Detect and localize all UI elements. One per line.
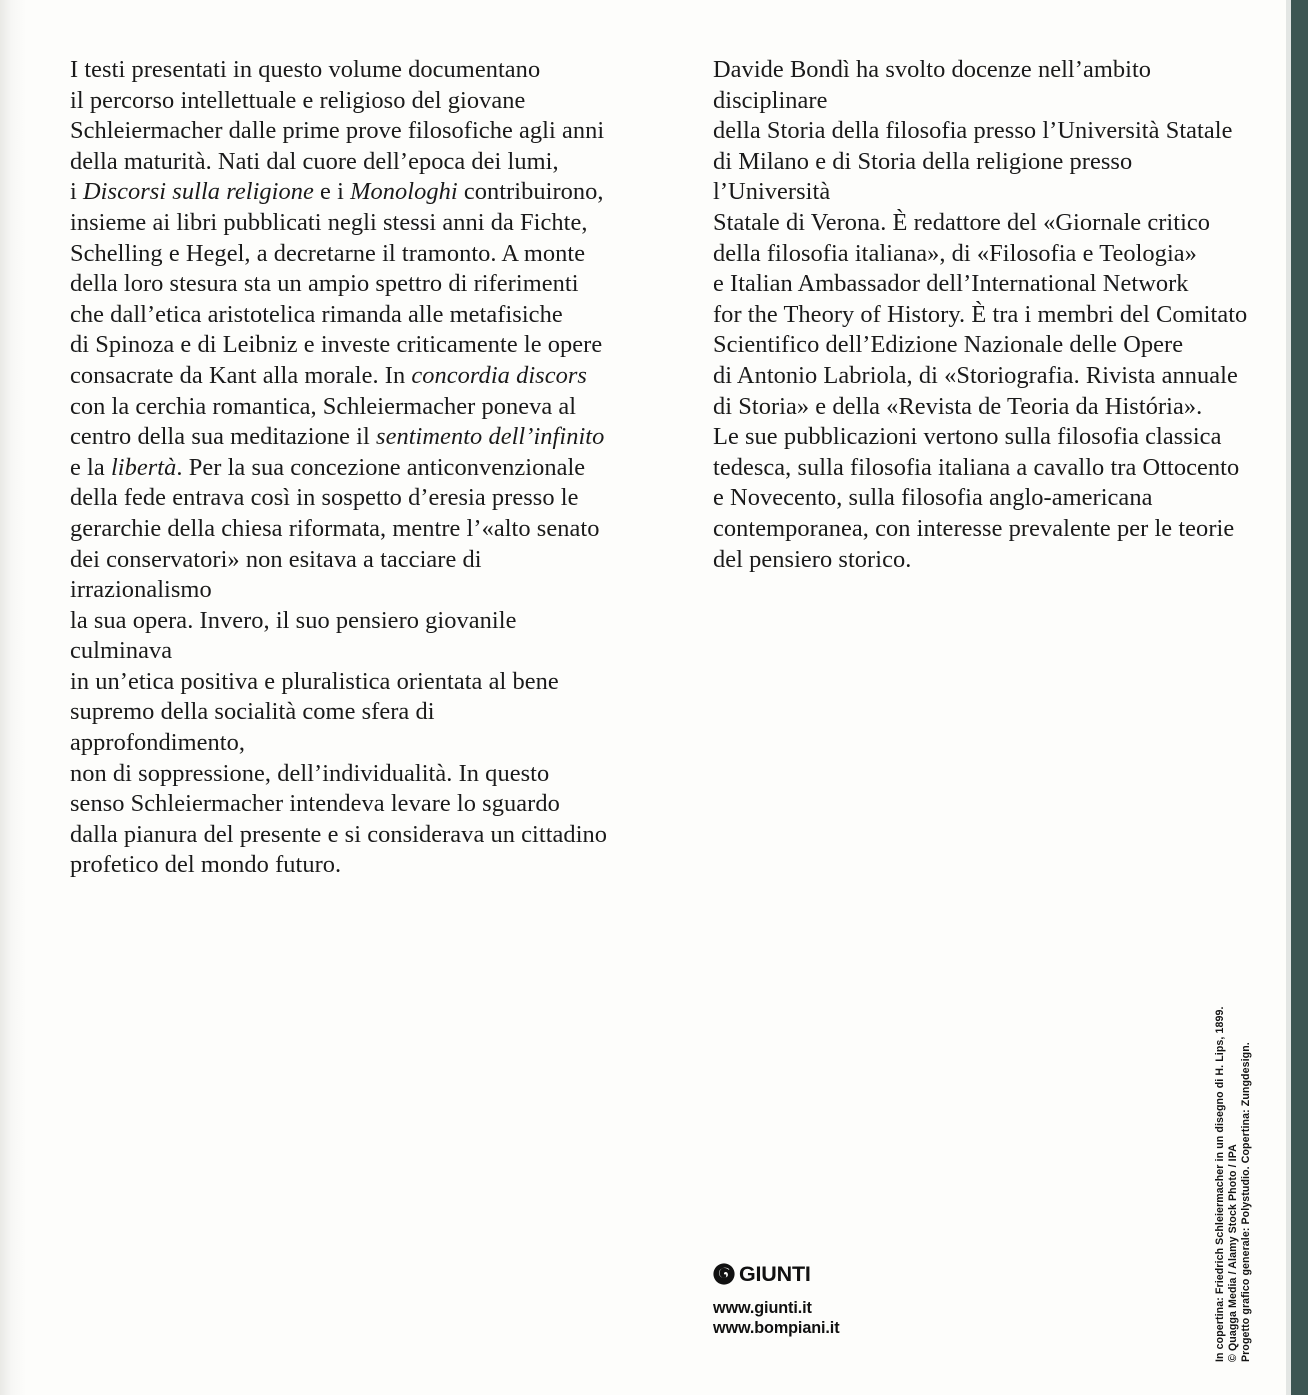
text-run: for the Theory of History. È tra i membri del Comitato <box>713 300 1248 328</box>
text-line <box>713 545 1253 576</box>
text-line <box>713 300 1253 331</box>
text-run: Schleiermacher dalle prime prove filosofiche agli anni <box>70 117 605 145</box>
text-line <box>713 514 1253 545</box>
credit-line-cover-image: In copertina: Friedrich Schleiermacher in un disegno di H. Lips, 1899. <box>1214 1006 1226 1362</box>
text-run: e Italian Ambassador dell’International Network <box>713 270 1189 298</box>
text-run: e Novecento, sulla filosofia anglo-americana <box>713 484 1153 512</box>
giunti-spiral-mark-icon <box>713 1263 735 1285</box>
text-line <box>70 820 610 851</box>
italic-title: Discorsi sulla religione <box>83 178 314 206</box>
text-run: senso Schleiermacher intendeva levare lo sguardo <box>70 790 560 818</box>
text-run: che dall’etica aristotelica rimanda alle metafisiche <box>70 300 563 328</box>
text-line <box>713 483 1253 514</box>
credit-line-graphic-design: Progetto grafico generale: Polystudio. Copertina: Zungdesign. <box>1240 1042 1253 1362</box>
text-line <box>713 392 1253 423</box>
url-bompiani[interactable]: www.bompiani.it <box>713 1319 840 1337</box>
credit-line-image-rights: © Quagga Media / Alamy Stock Photo / IPA <box>1227 1144 1240 1362</box>
text-line <box>713 55 1253 116</box>
text-line <box>70 850 610 881</box>
text-run: . Per la sua concezione anticonvenzionale <box>176 453 586 481</box>
text-run: Schelling e Hegel, a decretarne il tramonto. A monte <box>70 239 586 267</box>
text-run: del pensiero storico. <box>713 545 912 573</box>
text-line <box>70 208 610 239</box>
text-line <box>713 453 1253 484</box>
text-line <box>70 453 610 484</box>
text-line <box>70 147 610 178</box>
text-line <box>713 147 1253 208</box>
text-line <box>70 606 610 667</box>
text-line <box>713 239 1253 270</box>
text-line <box>70 361 610 392</box>
cover-spine-band <box>1291 0 1308 1395</box>
text-run: supremo della socialità come sfera di approfondimento, <box>70 698 435 757</box>
text-line <box>70 759 610 790</box>
italic-title: libertà <box>110 453 177 481</box>
text-line <box>713 330 1253 361</box>
url-giunti[interactable]: www.giunti.it <box>713 1299 812 1317</box>
text-run: il percorso intellettuale e religioso del giovane <box>70 86 526 114</box>
text-run: della maturità. Nati dal cuore dell’epoca dei lumi, <box>70 147 559 175</box>
text-run: Statale di Verona. È redattore del «Giornale critico <box>713 208 1211 236</box>
text-run: con la cerchia romantica, Schleiermacher poneva al <box>70 392 577 420</box>
text-line <box>713 116 1253 147</box>
text-run: contemporanea, con interesse prevalente per le teorie <box>713 514 1235 542</box>
publisher-block <box>713 1261 1013 1338</box>
text-run: della fede entrava così in sospetto d’eresia presso le <box>70 484 579 512</box>
text-line <box>70 239 610 270</box>
text-run: non di soppressione, dell’individualità. In questo <box>70 759 550 787</box>
book-blurb-text <box>70 55 610 881</box>
text-line <box>70 330 610 361</box>
text-run: e la <box>70 453 111 481</box>
text-line <box>70 483 610 514</box>
text-line <box>70 392 610 423</box>
text-run: di Spinoza e di Leibniz e investe criticamente le opere <box>70 331 603 359</box>
text-run: profetico del mondo futuro. <box>70 851 342 879</box>
text-run: Davide Bondì ha svolto docenze nell’ambito disciplinare <box>713 56 1152 114</box>
text-line <box>70 697 610 758</box>
text-run: e i <box>313 178 351 206</box>
text-line <box>713 269 1253 300</box>
giunti-wordmark-label: GIUNTI <box>739 1262 811 1286</box>
text-run: della filosofia italiana», di «Filosofia e Teologia» <box>713 239 1197 267</box>
text-line <box>70 269 610 300</box>
author-biography-text <box>713 55 1253 575</box>
italic-title: sentimento dell’infinito <box>376 423 605 451</box>
giunti-logo <box>713 1261 1013 1287</box>
text-run: in un’etica positiva e pluralistica orientata al bene <box>70 667 559 695</box>
text-run: insieme ai libri pubblicati negli stessi anni da Fichte, <box>70 208 588 236</box>
text-line <box>70 86 610 117</box>
text-run: I testi presentati in questo volume documentano <box>70 56 541 83</box>
text-line <box>70 116 610 147</box>
text-line <box>70 667 610 698</box>
text-line <box>70 514 610 545</box>
text-line <box>713 422 1253 453</box>
text-run: di Antonio Labriola, di «Storiografia. Rivista annuale <box>713 361 1238 389</box>
text-line <box>70 55 610 86</box>
page-gutter-shading <box>0 0 26 1395</box>
text-run: gerarchie della chiesa riformata, mentre l’«alto senato <box>70 514 600 542</box>
text-line <box>70 789 610 820</box>
text-line <box>70 177 610 208</box>
text-run: la sua opera. Invero, il suo pensiero giovanile culminava <box>70 606 517 665</box>
text-line <box>70 422 610 453</box>
text-run: dalla pianura del presente e si considerava un cittadino <box>70 820 608 848</box>
text-run: i <box>70 178 83 206</box>
text-run: dei conservatori» non esitava a tacciare di irrazionalismo <box>70 545 482 604</box>
text-run: della Storia della filosofia presso l’Università Statale <box>713 117 1233 145</box>
text-run: consacrate da Kant alla morale. In <box>70 361 412 389</box>
italic-title: Monologhi <box>350 178 458 206</box>
text-run: tedesca, sulla filosofia italiana a cavallo tra Ottocento <box>713 453 1240 481</box>
text-line <box>713 361 1253 392</box>
text-run: della loro stesura sta un ampio spettro di riferimenti <box>70 270 579 298</box>
text-run: di Storia» e della «Revista de Teoria da História». <box>713 392 1203 420</box>
text-run: centro della sua meditazione il <box>70 423 377 451</box>
text-run: di Milano e di Storia della religione presso l’Università <box>713 147 1133 206</box>
text-run: Scientifico dell’Edizione Nazionale delle Opere <box>713 331 1184 359</box>
text-line <box>70 545 610 606</box>
text-line <box>713 208 1253 239</box>
text-run: Le sue pubblicazioni vertono sulla filosofia classica <box>713 423 1222 451</box>
publisher-urls <box>713 1298 1013 1338</box>
text-run: contribuirono, <box>457 178 604 206</box>
italic-title: concordia discors <box>411 361 587 389</box>
text-line <box>70 300 610 331</box>
